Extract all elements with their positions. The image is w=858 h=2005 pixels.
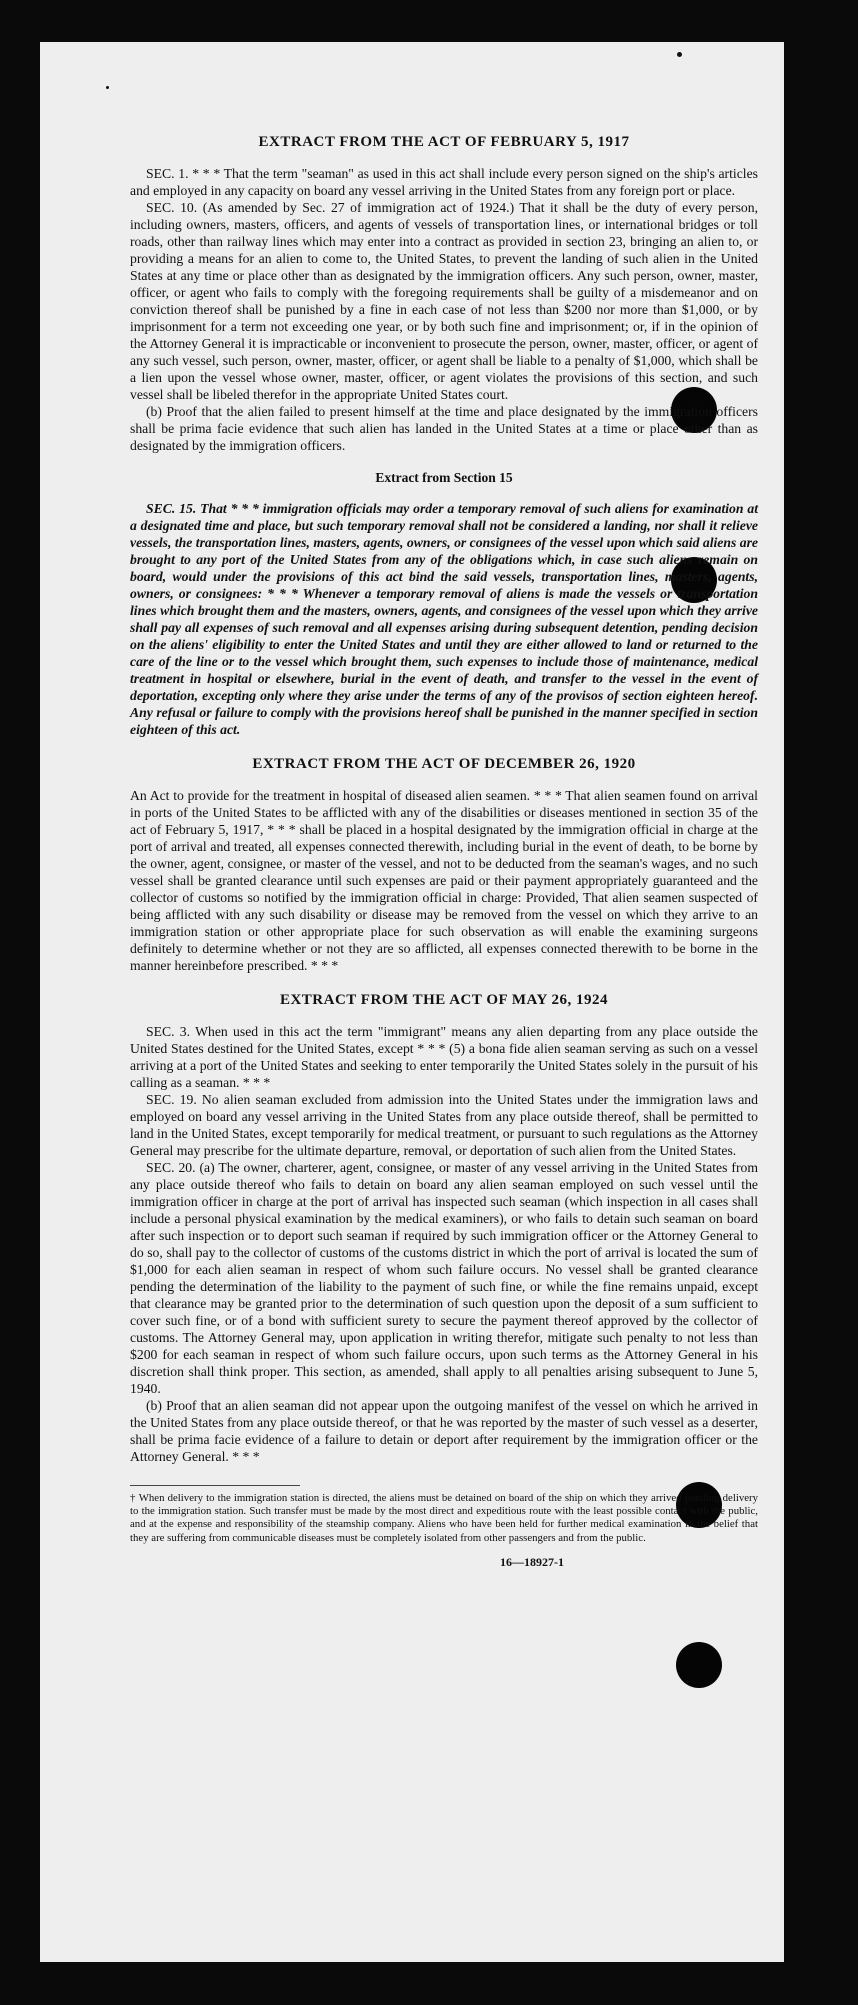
paragraph: (b) Proof that the alien failed to present himself at the time and place designated by the immigration officers shall be prima facie evidence that such alien has landed in the United States at a time or place other than as designated by the immigration officers. (130, 404, 758, 453)
paragraph: SEC. 1. * * * That the term "seaman" as used in this act shall include every person signed on the ship's articles and employed in any capacity on board any vessel arriving in the United States from any foreign port or place. (130, 166, 758, 198)
paragraph: SEC. 20. (a) The owner, charterer, agent, consignee, or master of any vessel arriving in the United States from any place outside thereof who fails to detain on board any alien seaman employed on such vessel until the immigration officer in charge at the port of arrival has inspected such seaman (which inspection in all cases shall include a personal physical examination by the medical examiners), or who fails to detain such seaman on board after such inspection or to deport such seaman if required by such immigration officer or the Attorney General to do so, shall pay to the collector of customs of the customs district in which the port of arrival is located the sum of $1,000 for each alien seaman in respect of whom such failure occurs. No vessel shall be granted clearance pending the determination of the liability to the payment of such fine, or while the fine remains unpaid, except that clearance may be granted prior to the determination of such question upon the deposit of a sum sufficient to cover such fine, or of a bond with sufficient surety to secure the payment thereof approved by the collector of customs. The Attorney General may, upon application in writing therefor, mitigate such penalty to not less than $200 for each seaman in respect of whom such failure occurs, upon such terms as the Attorney General in his discretion shall think proper. This section, as amended, shall apply to all penalties arising subsequent to June 5, 1940. (130, 1160, 758, 1396)
paragraph: SEC. 15. That * * * immigration officials may order a temporary removal of such aliens for examination at a designated time and place, but such temporary removal shall not be considered a landing, nor shall it relieve vessels, the transportation lines, masters, agents, owners, or consignees of the vessel upon which said aliens are brought to any port of the United States from any of the obligations which, in case such aliens remain on board, would under the provisions of this act bind the said vessels, transportation lines, masters, agents, owners, or consignees: * * * Whenever a temporary removal of aliens is made the vessels or transportation lines which brought them and the masters, owners, agents, and consignees of the vessel upon which they arrive shall pay all expenses of such removal and all expenses arising during subsequent detention, pending decision on the aliens' eligibility to enter the United States and until they are either allowed to land or returned to the care of the line or to the vessel which brought them, such expenses to include those of maintenance, medical treatment in hospital or elsewhere, burial in the event of death, and transfer to the vessel in the event of deportation, excepting only where they arise under the terms of any of the provisos of section eighteen hereof. Any refusal or failure to comply with the provisions hereof shall be punished in the manner specified in section eighteen of this act. (130, 501, 758, 737)
footnote-rule (130, 1485, 300, 1486)
paragraph: (b) Proof that an alien seaman did not appear upon the outgoing manifest of the vessel on which he arrived in the United States from any place outside thereof, or that he was reported by the master of such vessel as a deserter, shall be prima facie evidence of a failure to detain or deport after requirement by the immigration officer or the Attorney General. * * * (130, 1398, 758, 1464)
section-heading: EXTRACT FROM THE ACT OF MAY 26, 1924 (279, 992, 609, 1008)
section-may-1924 (130, 992, 758, 1465)
document-page (40, 42, 784, 1962)
ink-speck (106, 86, 109, 89)
section-dec-1920 (130, 756, 758, 974)
section-heading: EXTRACT FROM THE ACT OF FEBRUARY 5, 1917 (258, 134, 630, 150)
paragraph: SEC. 10. (As amended by Sec. 27 of immigration act of 1924.) That it shall be the duty of every person, including owners, masters, officers, and agents of vessels of transportation lines, or international bridges or toll roads, other than railway lines which may enter into a contract as provided in section 23, bringing an alien to, or providing a means for an alien to come to, the United States, to prevent the landing of such alien in the United States at any time or place other than as designated by the immigration officers. Any such person, owner, master, officer, or agent who fails to comply with the foregoing requirements shall be guilty of a misdemeanor and on conviction thereof shall be punished by a fine in each case of not less than $200 nor more than $1,000, or by imprisonment for a term not exceeding one year, or by both such fine and imprisonment; or, if in the opinion of the Attorney General it is impracticable or inconvenient to prosecute the person, owner, master, officer, or agent of any such vessel, such person, owner, master, officer, or agent shall be liable to a penalty of $1,000, which shall be a lien upon the vessel whose owner, master, officer, or agent violates the provisions of this section, and such vessel shall be libeled therefor in the appropriate United States court. (130, 200, 758, 402)
paragraph: An Act to provide for the treatment in hospital of diseased alien seamen. * * * That alien seamen found on arrival in ports of the United States to be afflicted with any of the disabilities or diseases mentioned in section 35 of the act of February 5, 1917, * * * shall be placed in a hospital designated by the immigration official in charge at the port of arrival and treated, all expenses connected therewith, including burial in the event of death, to be borne by the owner, agent, consignee, or master of the vessel, and not to be deducted from the seaman's wages, and no such vessel shall be granted clearance until such expenses are paid or their payment appropriately guaranteed and the collector of customs so notified by the immigration official in charge: Provided, That alien seamen suspected of being afflicted with any such disability or disease may be removed from the vessel on which they arrive to an immigration station or other appropriate place for such observation as will enable the examining surgeons definitely to determine whether or not they are so afflicted, all expenses connected therewith to be borne in the manner hereinbefore prescribed. * * * (130, 788, 758, 973)
section-15-extract (130, 470, 758, 738)
ink-speck (677, 52, 682, 57)
paragraph: SEC. 3. When used in this act the term "immigrant" means any alien departing from any place outside the United States destined for the United States, except * * * (5) a bona fide alien seaman serving as such on a vessel arriving at a port of the United States and seeking to enter temporarily the United States solely in the pursuit of his calling as a seaman. * * * (130, 1024, 758, 1090)
footnote: † When delivery to the immigration station is directed, the aliens must be detained on board of the ship on which they arrived pending delivery to the immigration station. Such transfer must be made by the most direct and expeditious route with the least possible contact with the public, and at the expense and responsibility of the steamship company. Aliens who have been held for further medical examination in the belief that they are suffering from communicable diseases must be completely isolated from other passengers and from the public. (130, 1492, 758, 1544)
punch-hole (676, 1642, 722, 1688)
document-text (130, 134, 758, 1570)
section-heading: EXTRACT FROM THE ACT OF DECEMBER 26, 1920 (252, 756, 636, 772)
form-number: 16—18927-1 (500, 1554, 564, 1569)
paragraph: SEC. 19. No alien seaman excluded from admission into the United States under the immigration laws and employed on board any vessel arriving in the United States from any place outside thereof, shall be permitted to land in the United States, except temporarily for medical treatment, or pursuant to such regulations as the Attorney General may prescribe for the ultimate departure, removal, or deportation of such alien from the United States. (130, 1092, 758, 1158)
section-feb-1917 (130, 134, 758, 454)
section-heading: Extract from Section 15 (375, 470, 513, 485)
